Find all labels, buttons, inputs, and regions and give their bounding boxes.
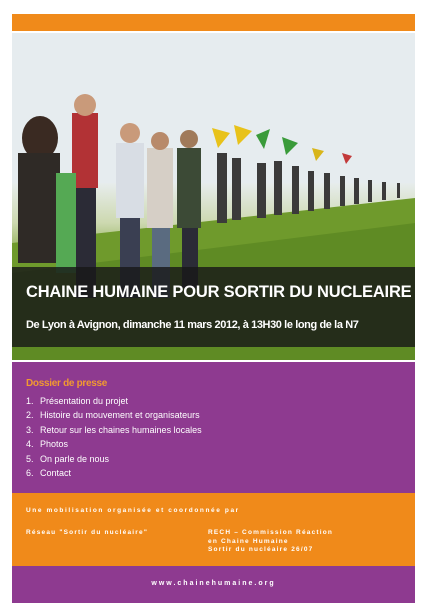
website-link[interactable]: www.chainehumaine.org	[151, 580, 276, 587]
organisers-box	[12, 493, 415, 566]
organiser-reseau: Réseau "Sortir du nucléaire"	[26, 529, 149, 536]
press-kit-list	[26, 394, 202, 480]
organiser-rech: RECH – Commission Réaction en Chaine Humaine Sortir du nucléaire 26/07	[208, 529, 334, 553]
press-kit-box	[12, 362, 415, 493]
title-band	[12, 267, 415, 347]
organisers-intro: Une mobilisation organisée et coordonnée par	[26, 507, 240, 514]
press-kit-heading: Dossier de presse	[26, 378, 108, 389]
list-item: 2. Histoire du mouvement et organisateurs	[26, 410, 200, 421]
list-item: 1. Présentation du projet	[26, 396, 129, 406]
list-item: 6. Contact	[26, 467, 72, 478]
page-title: CHAINE HUMAINE POUR SORTIR DU NUCLEAIRE	[26, 283, 412, 301]
list-item: 5. On parle de nous	[26, 453, 110, 464]
list-item: 4. Photos	[26, 439, 69, 450]
event-subtitle: De Lyon à Avignon, dimanche 11 mars 2012, à 13H30 le long de la N7	[26, 319, 359, 331]
list-item: 3. Retour sur les chaines humaines locales	[26, 424, 202, 435]
footer-bar	[12, 566, 415, 603]
top-orange-bar	[12, 14, 415, 31]
